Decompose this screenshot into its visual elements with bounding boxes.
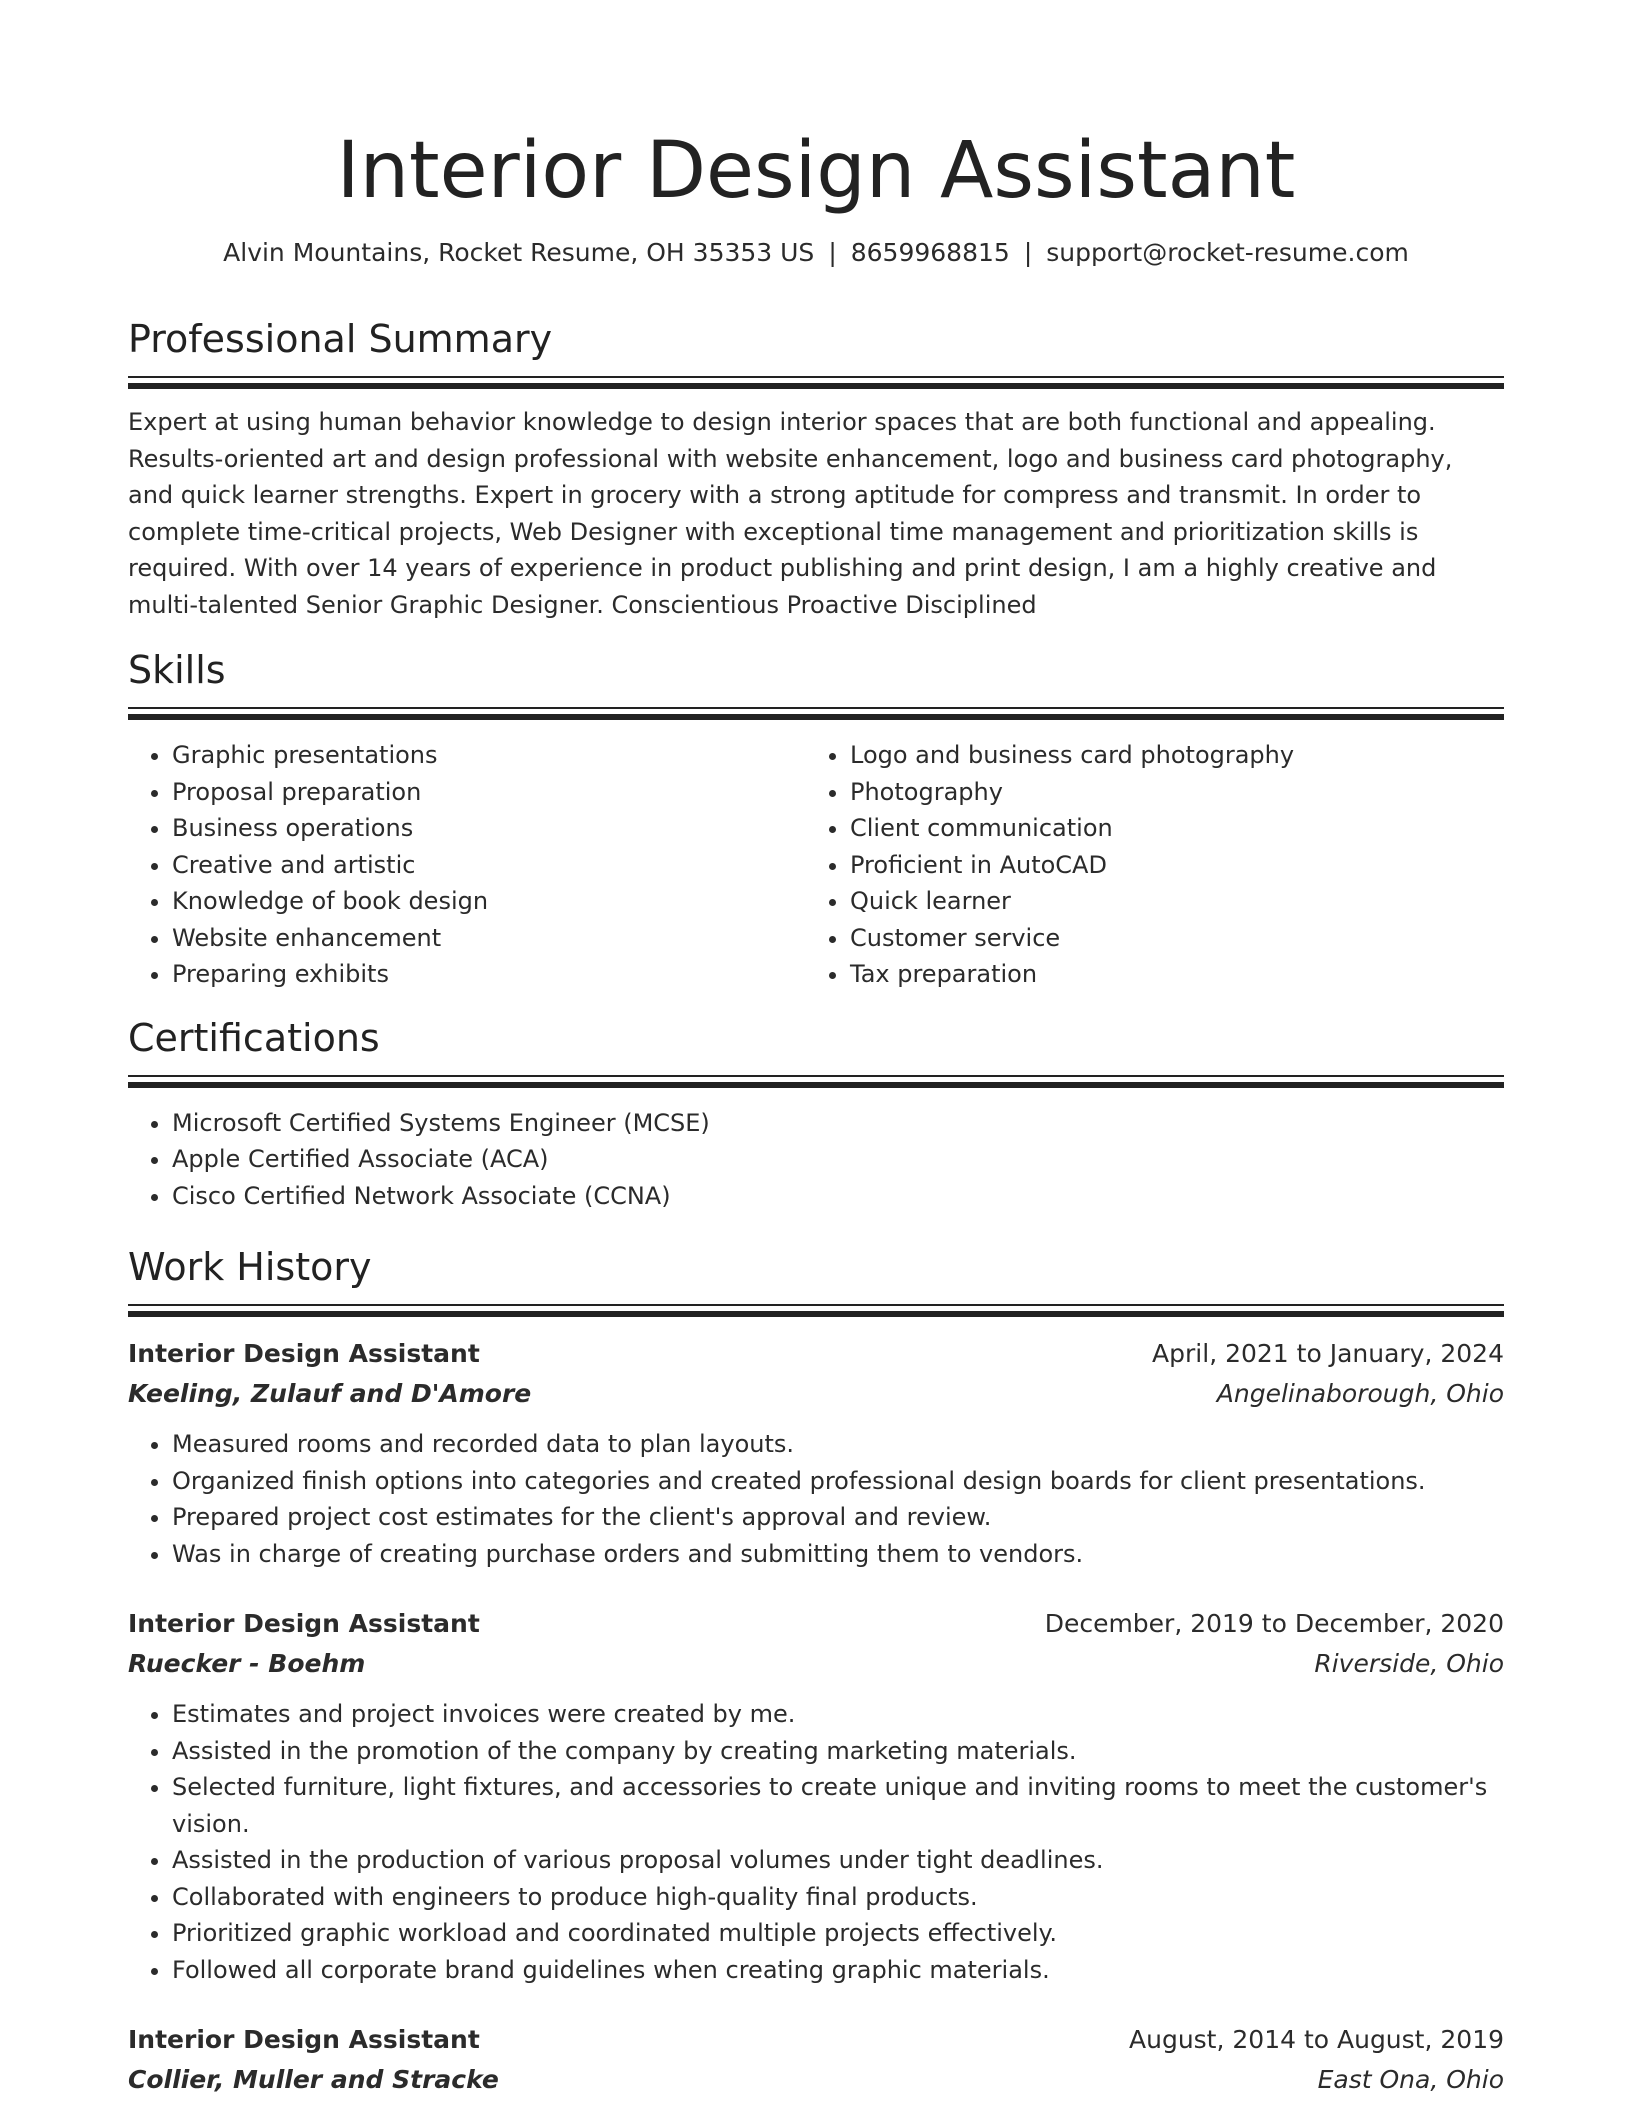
job-duties-list [128,1426,1504,1572]
skill-item: • Photography [850,774,1484,811]
contact-address: Alvin Mountains, Rocket Resume, OH 35353 US [223,238,815,267]
job-duty-item: • Assisted in the production of various proposal volumes under tight deadlines. [172,1842,1504,1879]
skill-item: • Tax preparation [850,956,1484,993]
job-company-row [128,1644,1504,1684]
job-dates: August, 2014 to August, 2019 [1129,2025,1504,2054]
certification-item: • Apple Certified Associate (ACA) [172,1141,1504,1178]
summary-text: Expert at using human behavior knowledge to design interior spaces that are both functional and appealing. Results-oriented art and design professional with website enhancement, logo and business card photography, and quick learner strengths. Expert in grocery with a strong aptitude for compress and transmit. In order to complete time-critical projects, Web Designer with exceptional time management and prioritization skills is required. With over 14 years of experience in product publishing and print design, I am a highly creative and multi-talented Senior Graphic Designer. Conscientious Proactive Disciplined [128,408,1453,619]
section-heading-summary: Professional Summary [128,317,553,361]
job-duty-item: • Organized finish options into categories and created professional design boards for client presentations. [172,1463,1504,1500]
skill-item: • Preparing exhibits [172,956,806,993]
skill-item: • Knowledge of book design [172,883,806,920]
skill-item: • Graphic presentations [172,737,806,774]
job-location: East Ona, Ohio [1317,2065,1504,2094]
job-duty-item: • Collaborated with engineers to produce high-quality final products. [172,1879,1504,1916]
job-company: Keeling, Zulauf and D'Amore [128,1379,532,1408]
job-duties-list [128,1696,1504,1988]
work-history-section [128,1242,1504,2100]
job-location: Riverside, Ohio [1314,1649,1504,1678]
job-company-row [128,2060,1504,2100]
job-dates: April, 2021 to January, 2024 [1152,1339,1504,1368]
job-header-row [128,2020,1504,2060]
skills-section [128,645,1504,993]
job-duty-item: • Assisted in the promotion of the company by creating marketing materials. [172,1733,1504,1770]
job-entry [128,1604,1504,1988]
contact-separator: | [828,238,837,267]
job-duty-item: • Measured rooms and recorded data to plan layouts. [172,1426,1504,1463]
job-dates: December, 2019 to December, 2020 [1044,1609,1504,1638]
page-title: Interior Design Assistant [336,126,1296,216]
job-duty-item: • Selected furniture, light fixtures, and accessories to create unique and inviting rooms to meet the customer's vision. [172,1769,1504,1842]
skills-column-left [128,737,806,993]
summary-section [128,314,1504,623]
skill-item: • Logo and business card photography [850,737,1484,774]
resume-page [128,0,1504,2100]
certifications-list [128,1105,1504,1215]
job-header-row [128,1334,1504,1374]
job-duty-item: • Prioritized graphic workload and coordinated multiple projects effectively. [172,1915,1504,1952]
job-company: Collier, Muller and Stracke [128,2065,499,2094]
contact-email: support@rocket-resume.com [1046,238,1409,267]
skill-item: • Website enhancement [172,920,806,957]
job-header-row [128,1604,1504,1644]
contact-phone: 8659968815 [850,238,1010,267]
contact-separator: | [1023,238,1033,267]
job-company-row [128,1374,1504,1414]
job-entry [128,1334,1504,1572]
job-duty-item: • Was in charge of creating purchase orders and submitting them to vendors. [172,1536,1504,1573]
certification-item: • Cisco Certified Network Associate (CCNA) [172,1178,1504,1215]
skills-list-left [128,737,806,993]
certifications-section [128,1013,1504,1215]
skill-item: • Customer service [850,920,1484,957]
section-divider [128,1075,1504,1089]
job-title: Interior Design Assistant [128,1609,480,1638]
skill-item: • Client communication [850,810,1484,847]
contact-line [128,236,1504,270]
section-divider [128,707,1504,721]
skills-grid [128,737,1504,993]
skill-item: • Business operations [172,810,806,847]
job-duty-item: • Estimates and project invoices were created by me. [172,1696,1504,1733]
job-entry [128,2020,1504,2100]
job-title: Interior Design Assistant [128,1339,480,1368]
skills-column-right [806,737,1484,993]
skill-item: • Creative and artistic [172,847,806,884]
section-heading-certifications: Certifications [128,1015,380,1060]
skill-item: • Quick learner [850,883,1484,920]
skill-item: • Proficient in AutoCAD [850,847,1484,884]
skills-list-right [806,737,1484,993]
section-heading-work-history: Work History [128,1245,372,1289]
skill-item: • Proposal preparation [172,774,806,811]
certification-item: • Microsoft Certified Systems Engineer (MCSE) [172,1105,1504,1142]
job-duty-item: • Prepared project cost estimates for the client's approval and review. [172,1499,1504,1536]
job-company: Ruecker - Boehm [128,1649,366,1678]
section-heading-skills: Skills [128,648,226,692]
section-divider [128,1304,1504,1318]
section-divider [128,376,1504,390]
job-location: Angelinaborough, Ohio [1216,1379,1504,1408]
job-title: Interior Design Assistant [128,2025,480,2054]
job-duty-item: • Followed all corporate brand guidelines when creating graphic materials. [172,1952,1504,1989]
